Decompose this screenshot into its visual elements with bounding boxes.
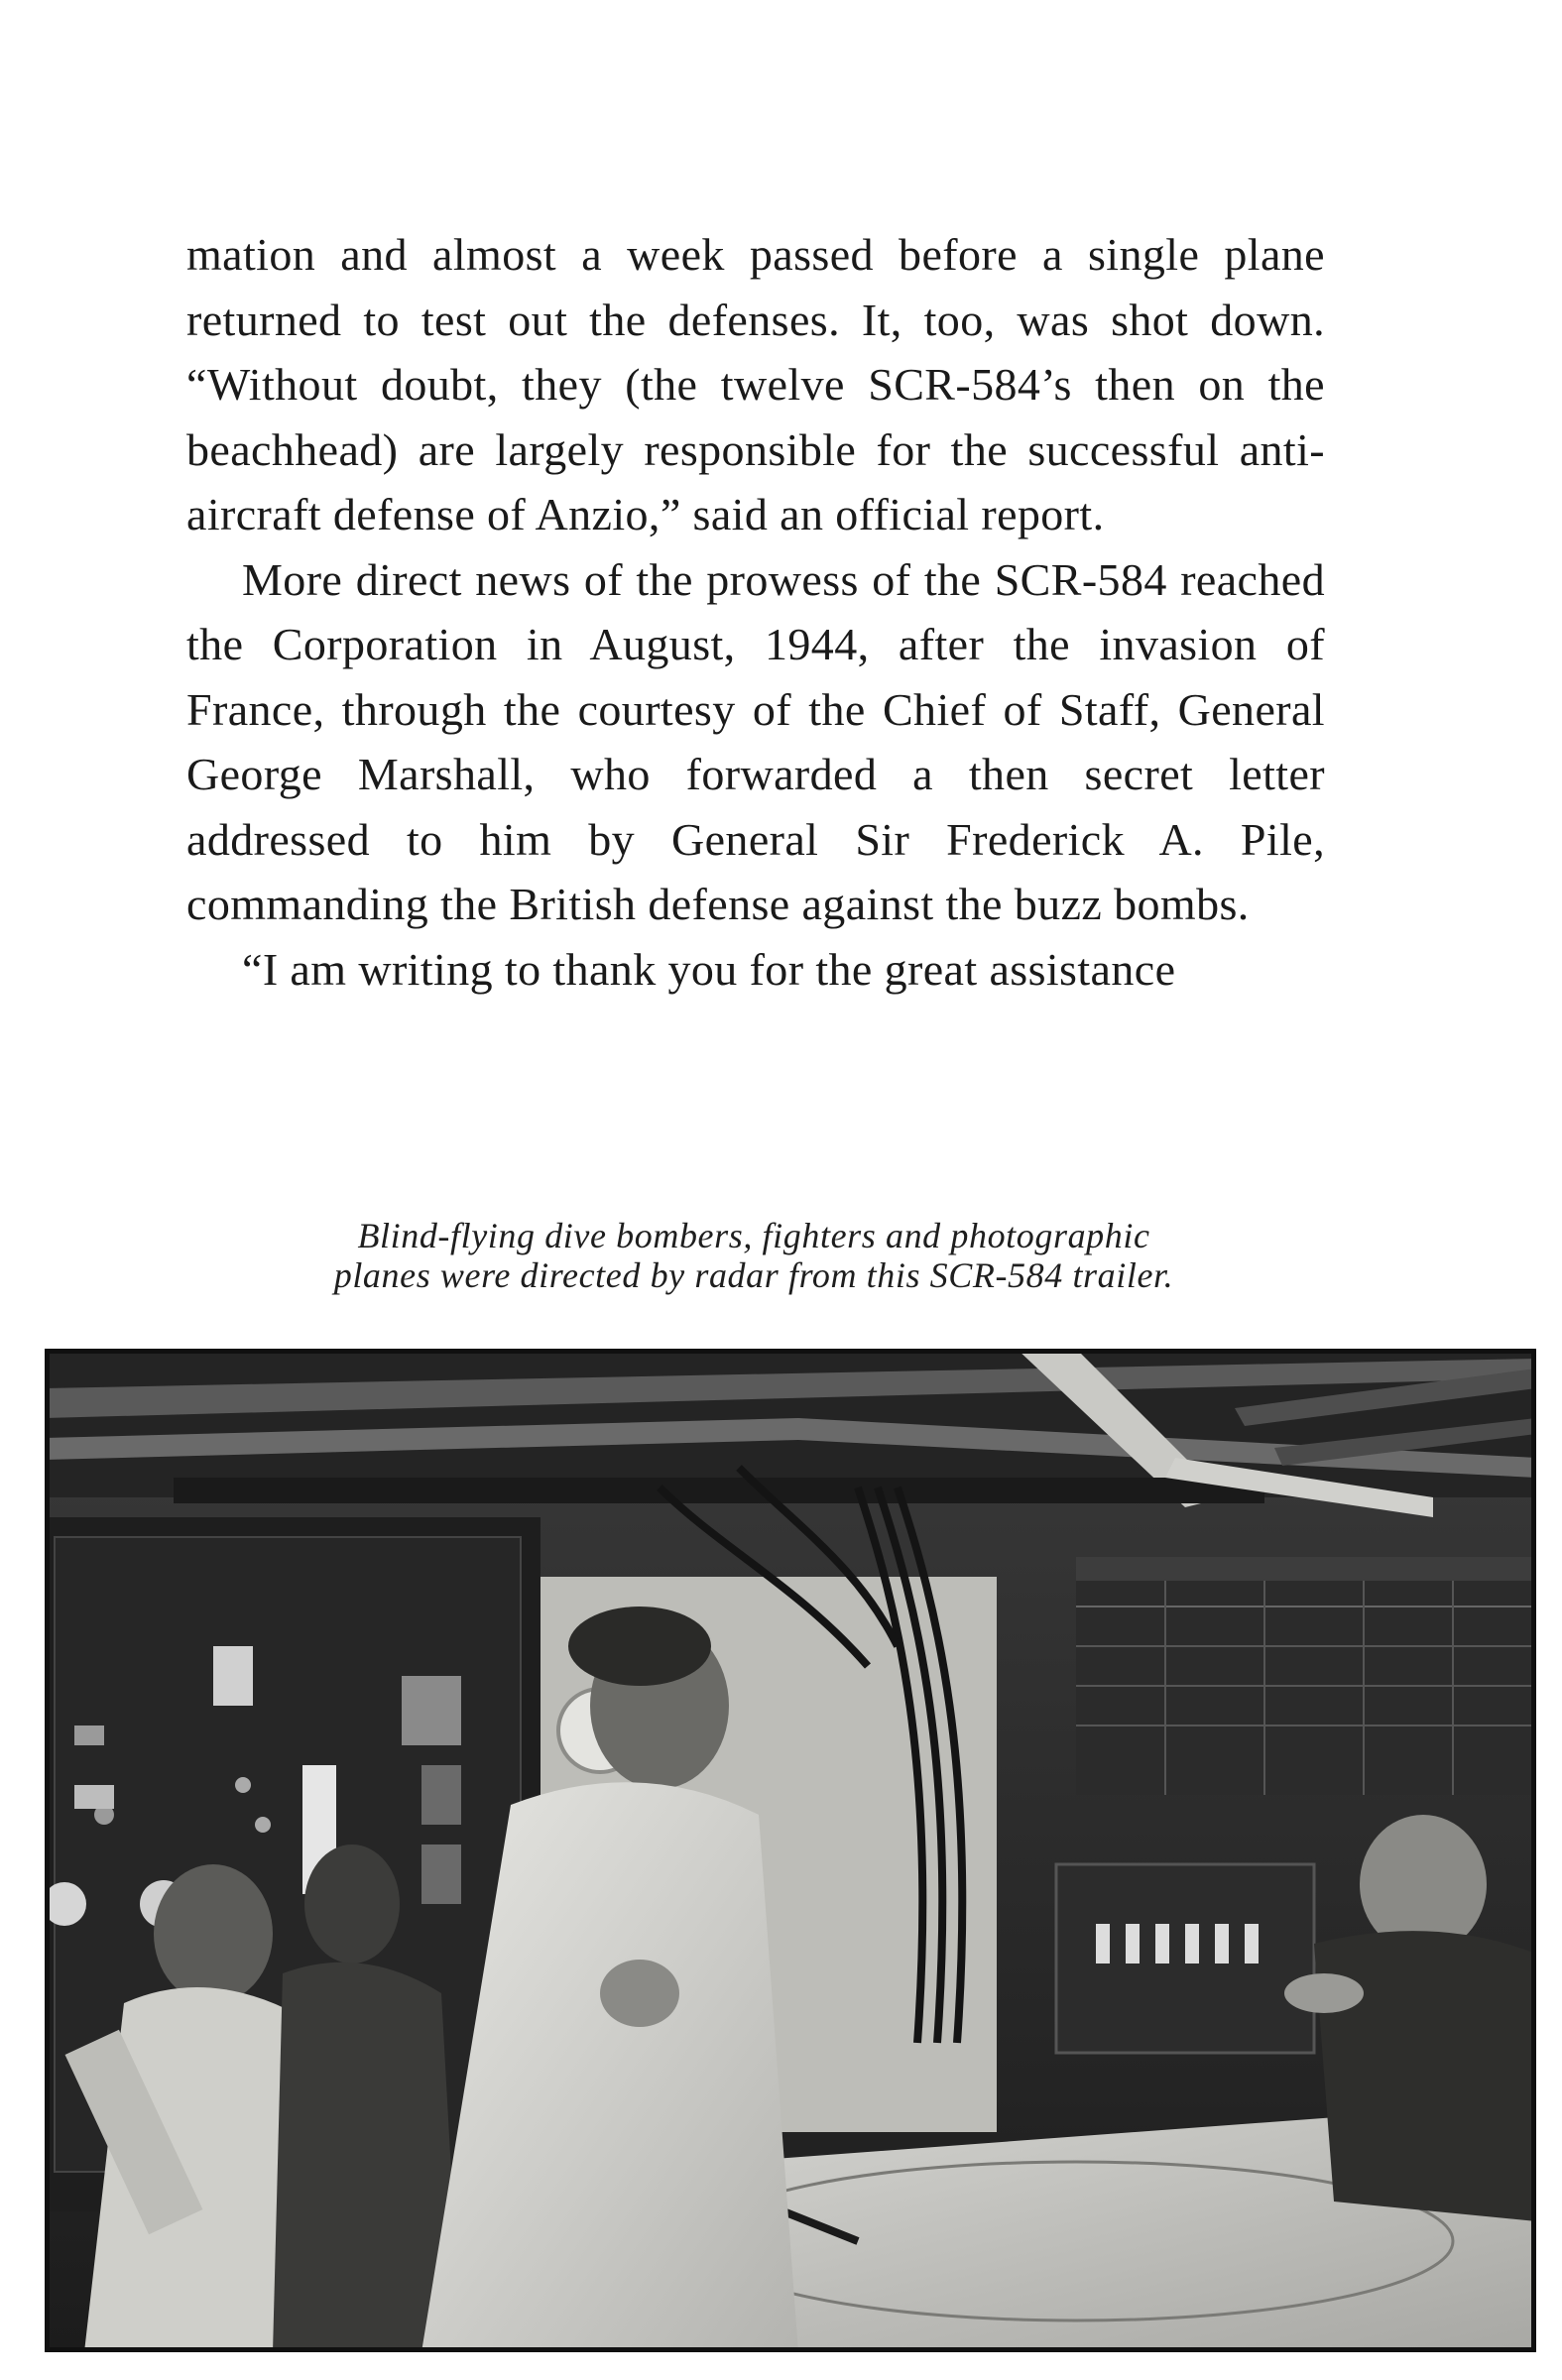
radar-trailer-photo: [45, 1349, 1536, 2352]
caption-line-1: Blind-flying dive bombers, fighters and photographic: [357, 1216, 1150, 1255]
ceiling: [45, 1349, 1536, 1517]
caption-line-2: planes were directed by radar from this SCR-584 trailer.: [333, 1255, 1174, 1295]
patch-panel: [1056, 1864, 1314, 2053]
body-text: [186, 222, 1325, 1002]
paragraph-1: mation and almost a week passed before a single plane returned to test out the defenses. It, too, was shot down. “Without doubt, they (the twelve SCR-584’s then on the beachhead) are largely responsible for the successful anti-aircraft defense of Anzio,” said an official report.: [186, 229, 1325, 539]
status-board: [1076, 1557, 1536, 1795]
paragraph-2: More direct news of the prowess of the SCR-584 reached the Corporation in August, 1944, after the invasion of France, through the courtesy of the Chief of Staff, General George Marshall, who forwarded a then secret letter addressed to him by General Sir Frederick A. Pile, commanding the British defense against the buzz bombs.: [186, 553, 1325, 929]
paragraph-3: “I am writing to thank you for the great assistance: [242, 943, 1176, 995]
photo-caption: [278, 1216, 1230, 1295]
photo-illustration: [45, 1349, 1536, 2352]
